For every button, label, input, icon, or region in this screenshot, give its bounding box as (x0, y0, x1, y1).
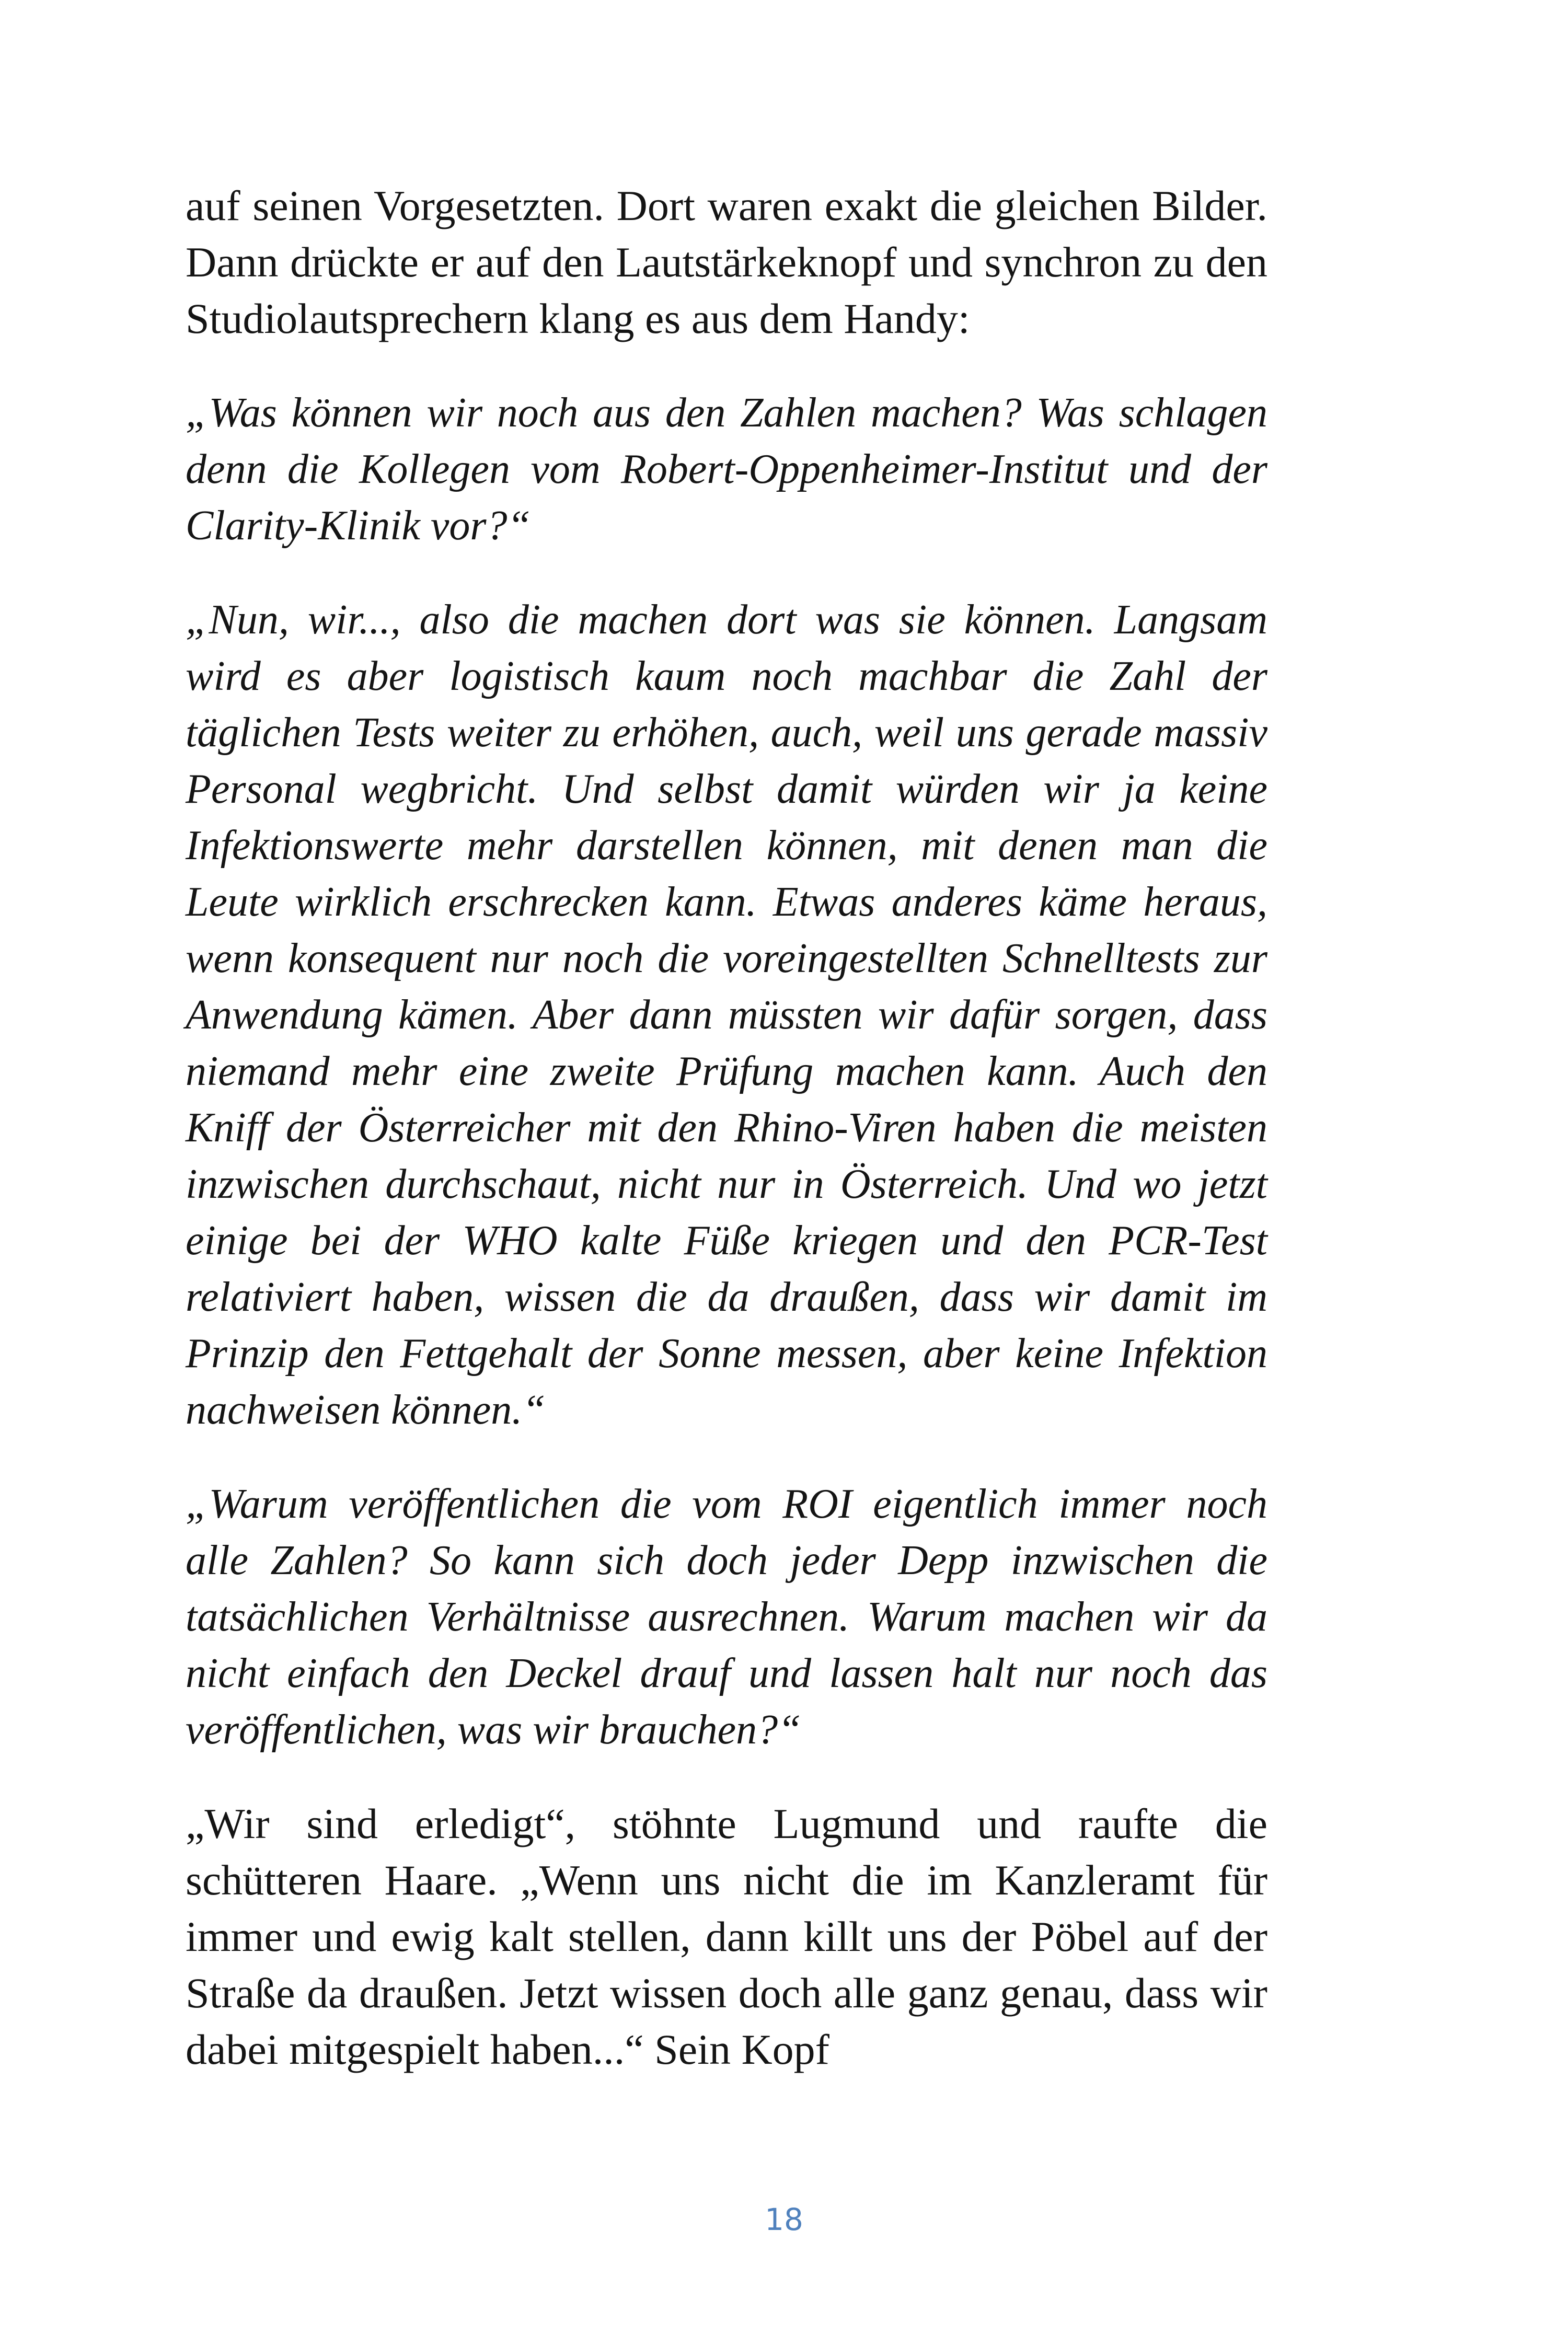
dialogue-paragraph-2: „Nun, wir..., also die machen dort was sie können. Langsam wird es aber logistisch kaum noch machbar die Zahl der täglichen Tests weiter zu erhöhen, auch, weil uns gerade massiv Personal wegbricht. Und selbst damit würden wir ja keine Infektionswerte mehr darstellen können, mit denen man die Leute wirklich erschrecken kann. Etwas anderes käme heraus, wenn konsequent nur noch die voreingestellten Schnelltests zur Anwendung kämen. Aber dann müssten wir dafür sorgen, dass niemand mehr eine zweite Prüfung machen kann. Auch den Kniff der Österreicher mit den Rhino-Viren haben die meisten inzwischen durchschaut, nicht nur in Österreich. Und wo jetzt einige bei der WHO kalte Füße kriegen und den PCR-Test relativiert haben, wissen die da draußen, dass wir damit im Prinzip den Fettgehalt der Sonne messen, aber keine Infektion nachweisen können.“ (186, 597, 1267, 1433)
dialogue-paragraph-3: „Warum veröffentlichen die vom ROI eigentlich immer noch alle Zahlen? So kann sich doch jeder Depp inzwischen die tatsächlichen Verhältnisse ausrechnen. Warum machen wir da nicht einfach den Deckel drauf und lassen halt nur noch das veröffentlichen, was wir brauchen?“ (186, 1481, 1267, 1753)
body-text (186, 178, 1267, 2078)
narrative-paragraph-2: „Wir sind erledigt“, stöhnte Lugmund und raufte die schütteren Haare. „Wenn uns nicht die im Kanzleramt für immer und ewig kalt stellen, dann killt uns der Pöbel auf der Straße da draußen. Jetzt wissen doch alle ganz genau, dass wir dabei mitgespielt haben...“ Sein Kopf (186, 1800, 1267, 2073)
dialogue-paragraph-1: „Was können wir noch aus den Zahlen machen? Was schlagen denn die Kollegen vom Robert-Oppenheimer-Institut und der Clarity-Klinik vor?“ (186, 390, 1267, 549)
narrative-paragraph-1: auf seinen Vorgesetzten. Dort waren exakt die gleichen Bilder. Dann drückte er auf den Lautstärkeknopf und synchron zu den Studiolautsprechern klang es aus dem Handy: (186, 182, 1267, 342)
page-number: 18 (765, 2202, 803, 2237)
